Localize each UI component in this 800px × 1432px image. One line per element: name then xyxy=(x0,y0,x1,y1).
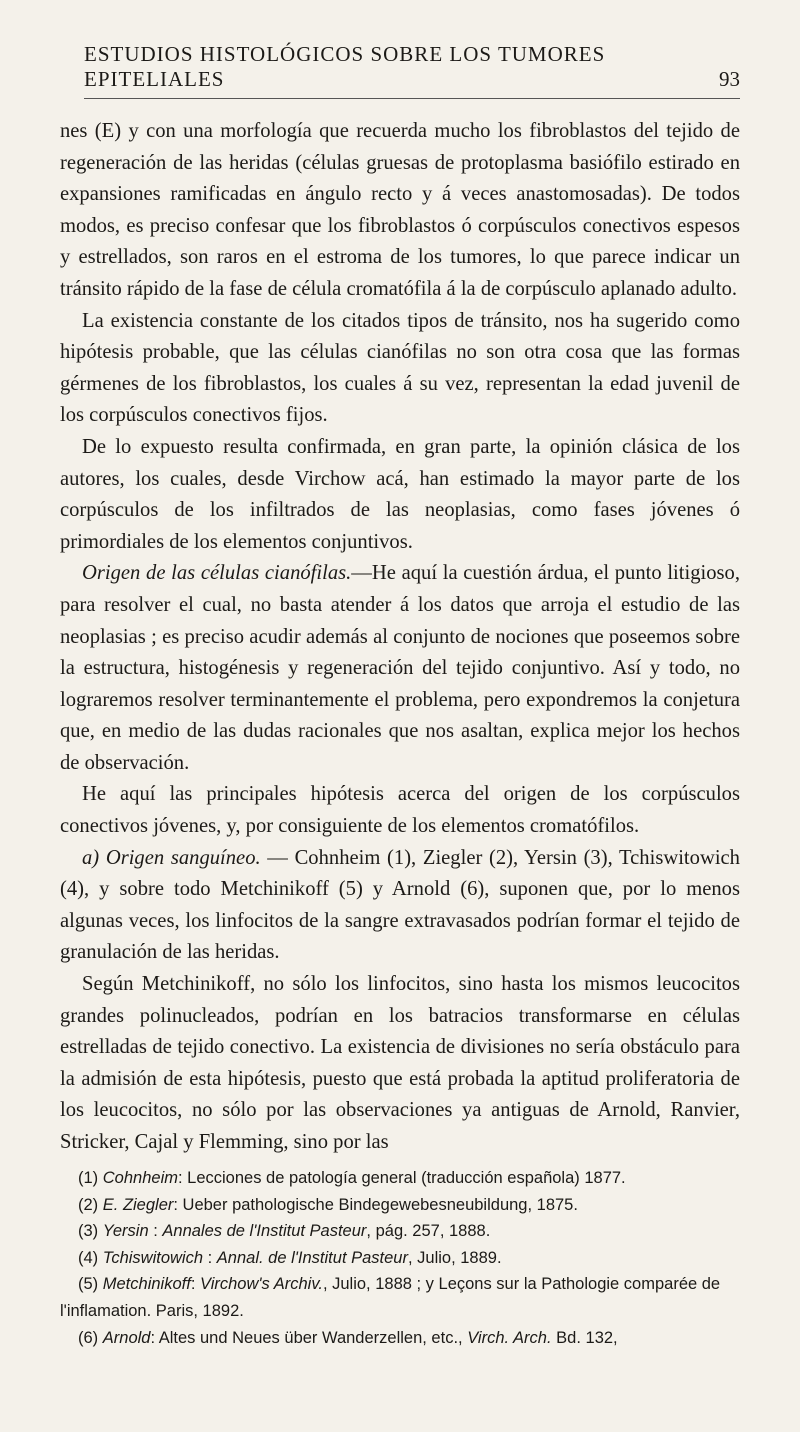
paragraph: De lo expuesto resulta confirmada, en gran parte, la opinión clásica de los autores, los cuales, desde Virchow acá, han estimado la mayor parte de los corpúsculos de los infiltrados de las neoplasias, como fases jóvenes ó primordiales de los elementos conjuntivos. xyxy=(60,435,740,553)
running-header xyxy=(84,42,740,99)
footnote: (3) Yersin : Annales de l'Institut Pasteur, pág. 257, 1888. xyxy=(78,1222,491,1241)
paragraph: Origen de las células cianófilas.—He aquí la cuestión árdua, el punto litigioso, para resolver el cual, no basta atender á los datos que arroja el estudio de las neoplasias ; es preciso acudir además al conjunto de nociones que poseemos sobre la estructura, histogénesis y regeneración del tejido conjuntivo. Así y todo, no lograremos resolver terminantemente el problema, pero expondremos la conjetura que, en medio de las dudas racionales que nos asaltan, explica mejor los hechos de observación. xyxy=(60,562,741,774)
footnote: (6) Arnold: Altes und Neues über Wanderzellen, etc., Virch. Arch. Bd. 132, xyxy=(78,1328,618,1347)
paragraph: He aquí las principales hipótesis acerca del origen de los corpúsculos conectivos jóvenes, y, por consiguiente de los elementos cromatófilos. xyxy=(60,783,740,838)
footnote: (4) Tchiswitowich : Annal. de l'Institut Pasteur, Julio, 1889. xyxy=(78,1248,502,1267)
section-lead: Origen de las células cianófilas. xyxy=(82,562,352,585)
footnotes xyxy=(60,1165,740,1351)
section-lead: a) Origen sanguíneo. xyxy=(82,846,261,869)
footnote: (1) Cohnheim: Lecciones de patología general (traducción española) 1877. xyxy=(78,1169,626,1187)
footnote: (5) Metchinikoff: Virchow's Archiv., Julio, 1888 ; y Leçons sur la Pathologie comparée de l'inflamation. Paris, 1892. xyxy=(60,1275,721,1320)
paragraph: Según Metchinikoff, no sólo los linfocitos, sino hasta los mismos leucocitos grandes polinucleados, podrían en los batracios transformarse en células estrelladas de tejido conectivo. La existencia de divisiones no sería obstáculo para la admisión de esta hipótesis, puesto que está probada la aptitud proliferatoria de los leucocitos, no sólo por las observaciones ya antiguas de Arnold, Ranvier, Stricker, Cajal y Flemming, sino por las xyxy=(60,973,740,1153)
footnote: (2) E. Ziegler: Ueber pathologische Bindegewebesneubildung, 1875. xyxy=(78,1195,578,1214)
page-number: 93 xyxy=(719,67,740,91)
paragraph: a) Origen sanguíneo. — Cohnheim (1), Ziegler (2), Yersin (3), Tchiswitowich (4), y sobre todo Metchinikoff (5) y Arnold (6), suponen que, por lo menos algunas veces, los linfocitos de la sangre extravasados podrían formar el tejido de granulación de las heridas. xyxy=(60,846,740,964)
main-text xyxy=(60,116,740,1159)
paragraph: La existencia constante de los citados tipos de tránsito, nos ha sugerido como hipótesis probable, que las células cianófilas no son otra cosa que las formas gérmenes de los fibroblastos, los cuales á su vez, representan la edad juvenil de los corpúsculos conectivos fijos. xyxy=(60,309,740,427)
running-title: ESTUDIOS HISTOLÓGICOS SOBRE LOS TUMORES EPITELIALES xyxy=(84,42,606,91)
paragraph: nes (E) y con una morfología que recuerda mucho los fibroblastos del tejido de regeneración de las heridas (células gruesas de protoplasma basiófilo estirado en expansiones ramificadas en ángulo recto y á veces anastomosadas). De todos modos, es preciso confesar que los fibroblastos ó corpúsculos conectivos espesos y estrellados, son raros en el estroma de los tumores, lo que parece indicar un tránsito rápido de la fase de célula cromatófila á la de corpúsculo aplanado adulto. xyxy=(60,120,740,300)
